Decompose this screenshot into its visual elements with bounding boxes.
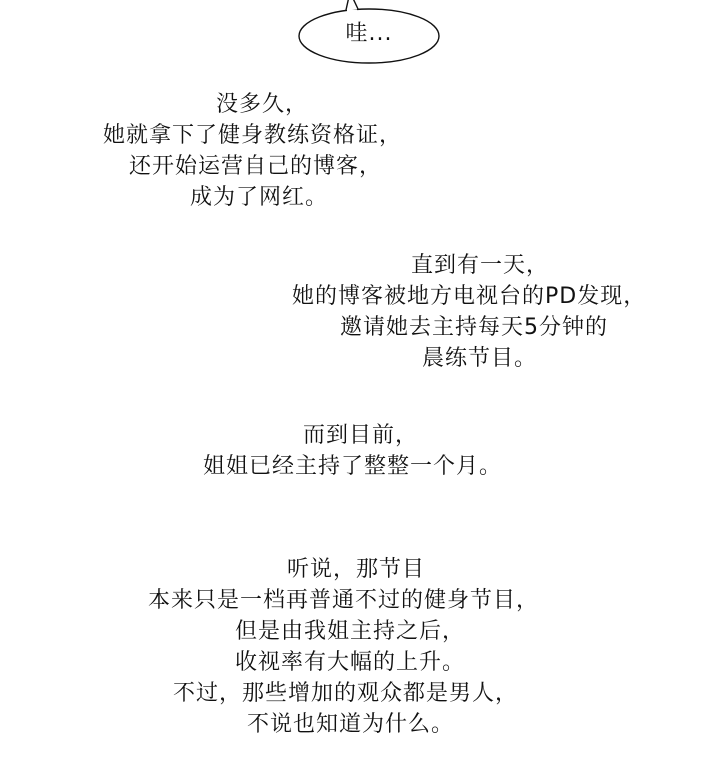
narration-line: 收视率有大幅的上升。	[235, 650, 466, 675]
narration-line: 听说，那节目	[287, 557, 426, 582]
narration-line: 晨练节目。	[422, 346, 538, 371]
narration-line: 而到目前，	[303, 423, 419, 448]
narration-line: 不过，那些增加的观众都是男人，	[173, 681, 519, 706]
narration-line: 没多久，	[216, 92, 309, 117]
narration-line: 不说也知道为什么。	[247, 712, 455, 737]
speech-bubble-text: 哇...	[345, 21, 393, 46]
narration-line: 但是由我姐主持之后，	[235, 619, 466, 644]
narration-line: 还开始运营自己的博客，	[129, 154, 383, 179]
narration-line: 她就拿下了健身教练资格证，	[103, 123, 403, 148]
narration-line: 姐姐已经主持了整整一个月。	[203, 454, 503, 479]
speech-bubble	[298, 8, 440, 64]
narration-line: 她的博客被地方电视台的PD发现，	[292, 284, 647, 309]
narration-line: 成为了网红。	[190, 185, 329, 210]
narration-line: 本来只是一档再普通不过的健身节目，	[148, 588, 540, 613]
narration-line: 邀请她去主持每天5分钟的	[340, 315, 608, 340]
narration-line: 直到有一天，	[411, 253, 550, 278]
